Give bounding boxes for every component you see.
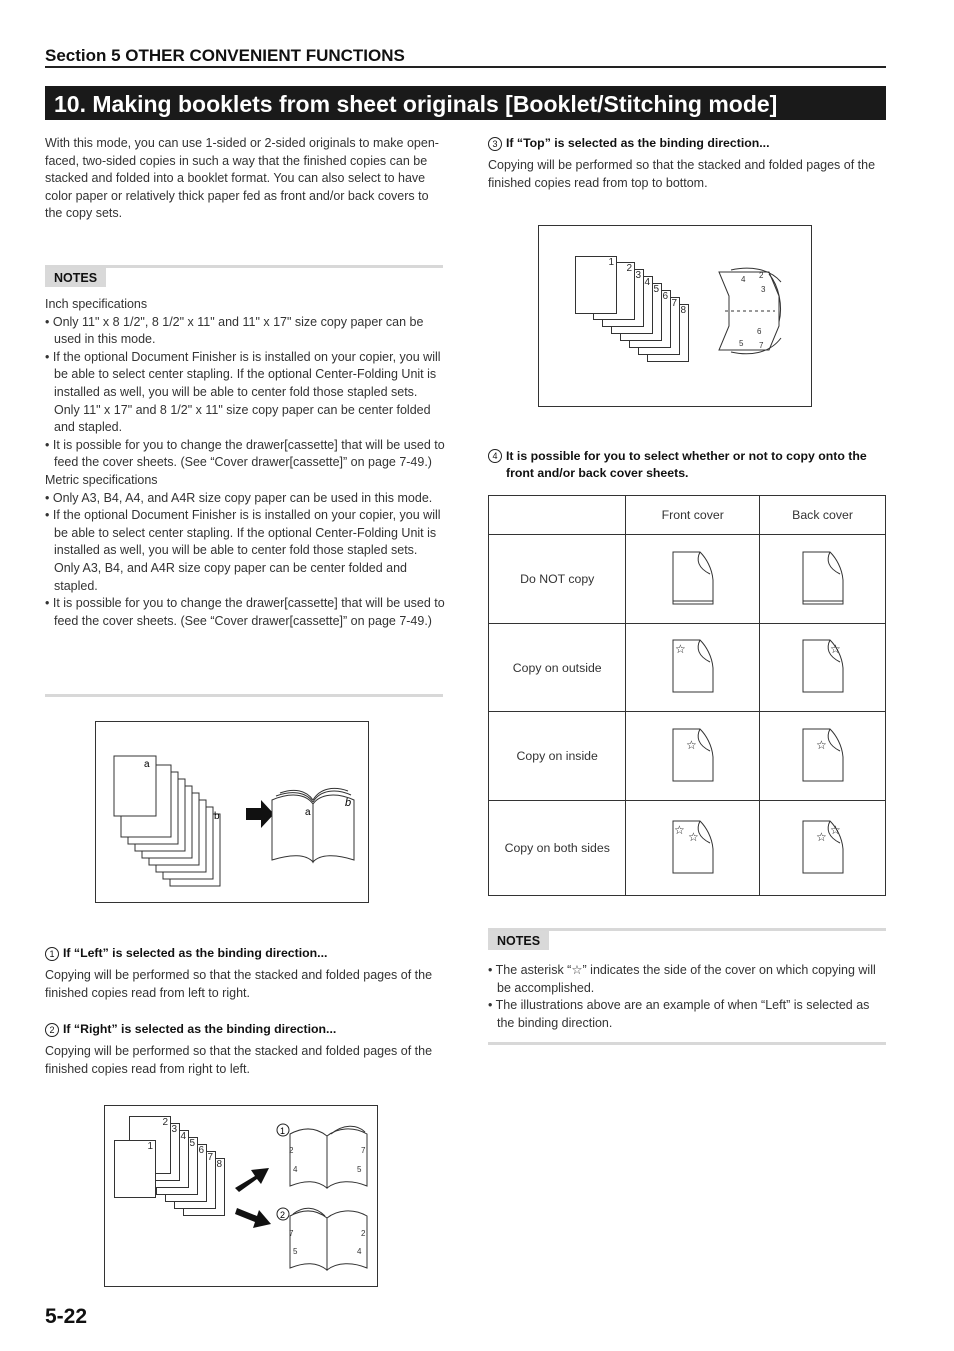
label-a: a (144, 759, 150, 770)
page-sheet: 8 (183, 1158, 225, 1216)
svg-text:7: 7 (289, 1229, 294, 1238)
cover-page-star-icon (670, 725, 716, 785)
step-number: 4 (488, 449, 502, 463)
page-sheet: 2 (593, 262, 635, 320)
svg-text:2: 2 (361, 1229, 366, 1238)
page-sheet: 4 (147, 1130, 189, 1188)
cover-page-star-icon (670, 636, 716, 696)
metric-heading: Metric specifications (45, 472, 158, 487)
svg-text:☆: ☆ (829, 822, 841, 837)
table-header-front: Front cover (626, 496, 760, 535)
svg-text:5: 5 (357, 1165, 362, 1174)
cover-cell (760, 801, 886, 896)
svg-text:2: 2 (759, 271, 764, 280)
page-sheet: 5 (620, 283, 662, 341)
intro-paragraph: With this mode, you can use 1-sided or 2-sided originals to make open-faced, two-sided copies in such a way that the finished copies can be stacked and folded into a booklet format. You can also select to have color paper or relatively thick paper fed as front and/or back covers to the copy sets. (45, 136, 439, 221)
cover-page-star-icon (670, 817, 716, 877)
page-sheet: 1 (575, 256, 617, 314)
notes-label: NOTES (45, 268, 106, 287)
svg-text:☆: ☆ (829, 642, 841, 656)
step4-heading: 4 It is possible for you to select whether or not to copy onto the front and/or back cover sheets. (488, 448, 886, 482)
arrow-icon (235, 1208, 271, 1228)
booklet-illustration (96, 722, 368, 902)
cover-cell (760, 712, 886, 801)
page-sheet: 5 (156, 1137, 198, 1195)
section-rule (45, 66, 886, 68)
notes2-list (488, 962, 886, 1032)
label-b: b (214, 811, 220, 822)
cover-cell (626, 535, 760, 624)
svg-text:☆: ☆ (815, 829, 827, 844)
arrow-icon (246, 800, 274, 828)
cover-cell (760, 624, 886, 712)
svg-text:6: 6 (757, 327, 762, 336)
notes-bottom-rule (45, 694, 443, 697)
note-item: • It is possible for you to change the drawer[cassette] that will be used to feed the cover sheets. (See “Cover drawer[cassette]” on page 7-49.) (45, 437, 445, 470)
page-sheet: 3 (138, 1123, 180, 1181)
step-number: 3 (488, 137, 502, 151)
binding-figure (104, 1105, 378, 1287)
notes2-bottom-rule (488, 1042, 886, 1045)
svg-text:7: 7 (759, 341, 764, 350)
step3-heading: 3 If “Top” is selected as the binding direction... (488, 136, 886, 151)
label-b-booklet: b (345, 797, 352, 809)
cover-page-icon (670, 548, 716, 608)
step1-heading: 1 If “Left” is selected as the binding direction... (45, 946, 445, 961)
note-item: • The illustrations above are an example of when “Left” is selected as the binding direction. (488, 998, 870, 1030)
page-sheet: 8 (647, 304, 689, 362)
note-item: • If the optional Document Finisher is is installed on your copier, you will be able to select center stapling. If the optional Center-Folding Unit is installed as well, you will be able to center fold those stapled sets. Only 11" x 17" and 8 1/2" x 11" size copy paper can be center folded and stapled. (45, 349, 441, 435)
page-sheet: 2 (129, 1116, 171, 1174)
svg-text:7: 7 (361, 1146, 366, 1155)
step3-text: Copying will be performed so that the stacked and folded pages of the finished copies read from top to bottom. (488, 158, 876, 190)
cover-cell (760, 535, 886, 624)
note-item: • Only 11" x 8 1/2", 8 1/2" x 11" and 11" x 17" size copy paper can be used in this mode. (45, 314, 424, 347)
page-sheet: 7 (638, 297, 680, 355)
step2-heading: 2 If “Right” is selected as the binding direction... (45, 1022, 445, 1037)
top-binding-figure (538, 225, 812, 407)
step-number: 1 (280, 1126, 286, 1136)
label-a-booklet: a (305, 807, 311, 818)
note-item: • It is possible for you to change the drawer[cassette] that will be used to feed the cover sheets. (See “Cover drawer[cassette]” on page 7-49.) (45, 596, 445, 628)
step1-text: Copying will be performed so that the stacked and folded pages of the finished copies read from left to right. (45, 968, 433, 1000)
svg-text:☆: ☆ (674, 642, 686, 656)
svg-text:☆: ☆ (687, 829, 699, 844)
cover-cell (626, 624, 760, 712)
table-header-empty (489, 496, 626, 535)
binding-illustration (105, 1106, 377, 1286)
step2-text: Copying will be performed so that the stacked and folded pages of the finished copies read from right to left. (45, 1044, 433, 1076)
row-label: Copy on inside (489, 712, 626, 801)
section-heading: Section 5 OTHER CONVENIENT FUNCTIONS (45, 46, 405, 65)
cover-page-icon (800, 548, 846, 608)
page-sheet: 6 (629, 290, 671, 348)
note-item: • Only A3, B4, A4, and A4R size copy paper can be used in this mode. (45, 490, 433, 505)
svg-text:5: 5 (739, 339, 744, 348)
page-sheet: 7 (174, 1151, 216, 1209)
row-label: Copy on both sides (489, 801, 626, 896)
notes2-label: NOTES (488, 931, 549, 950)
top-booklet-illustration (539, 226, 811, 406)
notes-list (45, 296, 445, 630)
page-sheet: 1 (114, 1140, 156, 1198)
cover-page-star-icon (800, 636, 846, 696)
row-label: Do NOT copy (489, 535, 626, 624)
svg-text:4: 4 (293, 1165, 298, 1174)
page-sheet: 3 (602, 269, 644, 327)
page-number: 5-22 (45, 1305, 88, 1328)
step-number: 1 (45, 947, 59, 961)
cover-page-star-icon (800, 817, 846, 877)
note-item: • The asterisk “☆” indicates the side of the cover on which copying will be accomplished. (488, 963, 876, 995)
step-number: 2 (280, 1210, 286, 1220)
svg-text:4: 4 (357, 1247, 362, 1256)
arrow-icon (235, 1168, 269, 1192)
svg-text:3: 3 (761, 285, 766, 294)
page-sheet: 6 (165, 1144, 207, 1202)
table-header-back: Back cover (760, 496, 886, 535)
cover-cell (626, 801, 760, 896)
cover-table (488, 495, 886, 896)
svg-text:☆: ☆ (815, 737, 827, 752)
svg-text:4: 4 (741, 275, 746, 284)
booklet-figure (95, 721, 369, 903)
step-number: 2 (45, 1023, 59, 1037)
inch-heading: Inch specifications (45, 297, 148, 311)
svg-text:☆: ☆ (685, 737, 697, 752)
cover-cell (626, 712, 760, 801)
svg-text:2: 2 (289, 1146, 294, 1155)
svg-text:5: 5 (293, 1247, 298, 1256)
svg-text:☆: ☆ (673, 822, 685, 837)
cover-page-star-icon (800, 725, 846, 785)
row-label: Copy on outside (489, 624, 626, 712)
page-sheet: 4 (611, 276, 653, 334)
note-item: • If the optional Document Finisher is is installed on your copier, you will be able to select center stapling. If the optional Center-Folding Unit is installed as well, you will be able to center fold those stapled sets. Only A3, B4, and A4R size copy paper can be center folded and stapled. (45, 508, 441, 593)
page-title: 10. Making booklets from sheet originals [Booklet/Stitching mode] (54, 91, 778, 117)
